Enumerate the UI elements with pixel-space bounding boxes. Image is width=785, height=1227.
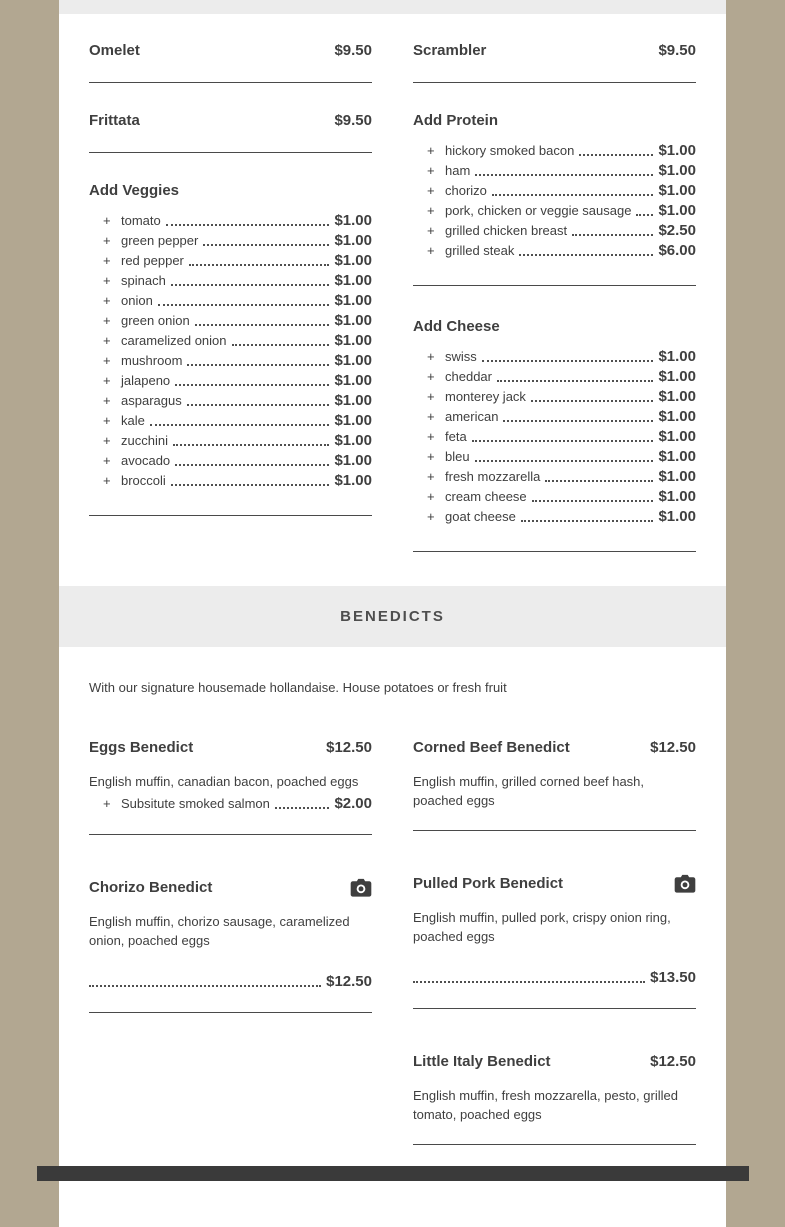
modifier-name: green pepper	[121, 233, 199, 248]
item-name: Frittata	[89, 112, 140, 129]
plus-symbol: +	[427, 489, 435, 504]
footer-bar	[37, 1166, 749, 1181]
modifier-price: $1.00	[658, 182, 696, 199]
dotted-leader	[189, 264, 330, 266]
item-head	[89, 112, 372, 129]
plus-symbol: +	[103, 313, 111, 328]
dotted-leader	[89, 985, 321, 987]
modifier-price: $1.00	[658, 488, 696, 505]
dotted-leader	[232, 344, 330, 346]
section-intro: With our signature housemade hollandaise. House potatoes or fresh fruit	[89, 680, 507, 695]
modifier-price: $1.00	[658, 428, 696, 445]
modifier-name: onion	[121, 293, 153, 308]
modifier-row	[89, 371, 372, 391]
modifier-name: zucchini	[121, 433, 168, 448]
modifier-price: $1.00	[334, 312, 372, 329]
modifier-row	[413, 201, 696, 221]
modifier-price: $1.00	[334, 232, 372, 249]
plus-symbol: +	[427, 223, 435, 238]
top-section-band	[59, 0, 726, 14]
item-price: $9.50	[658, 42, 696, 59]
modifier-row	[89, 391, 372, 411]
plus-symbol: +	[427, 163, 435, 178]
modifier-price: $1.00	[658, 388, 696, 405]
modifier-name: caramelized onion	[121, 333, 227, 348]
dotted-leader	[166, 224, 330, 226]
dotted-leader	[545, 480, 653, 482]
benedicts-section	[59, 647, 726, 1227]
item-head	[413, 42, 696, 59]
item-price: $12.50	[650, 738, 696, 756]
modifier-row	[89, 291, 372, 311]
modifier-name: red pepper	[121, 253, 184, 268]
item-price: $9.50	[334, 112, 372, 129]
item-price: $12.50	[326, 973, 372, 990]
dotted-leader	[532, 500, 654, 502]
price-row	[413, 968, 696, 988]
modifier-group-add-cheese	[413, 318, 696, 552]
item-name: Corned Beef Benedict	[413, 738, 570, 756]
menu-page	[59, 0, 726, 1227]
menu-item-frittata	[89, 112, 372, 153]
modifier-name: chorizo	[445, 183, 487, 198]
modifier-price: $1.00	[334, 292, 372, 309]
plus-symbol: +	[427, 183, 435, 198]
plus-symbol: +	[103, 413, 111, 428]
modifier-price: $2.00	[334, 795, 372, 812]
modifier-row	[89, 431, 372, 451]
item-description: English muffin, fresh mozzarella, pesto, grilled tomato, poached eggs	[413, 1088, 678, 1122]
modifier-group-title: Add Veggies	[89, 182, 180, 199]
left-column	[89, 42, 372, 516]
modifier-row	[89, 411, 372, 431]
item-price: $12.50	[326, 738, 372, 756]
plus-symbol: +	[103, 473, 111, 488]
item-name: Pulled Pork Benedict	[413, 874, 564, 892]
modifier-group-add-protein	[413, 112, 696, 286]
modifier-row	[89, 471, 372, 491]
menu-item-corned-beef-benedict	[413, 737, 696, 831]
modifier-row	[413, 447, 696, 467]
modifier-group-add-veggies	[89, 182, 372, 516]
omelets-section	[59, 14, 726, 586]
modifier-price: $6.00	[658, 242, 696, 259]
plus-symbol: +	[427, 469, 435, 484]
plus-symbol: +	[103, 353, 111, 368]
modifier-row	[413, 367, 696, 387]
modifier-price: $1.00	[334, 212, 372, 229]
plus-symbol: +	[427, 429, 435, 444]
modifier-row	[413, 507, 696, 527]
modifier-name: ham	[445, 163, 471, 178]
dotted-leader	[150, 424, 330, 426]
modifier-price: $1.00	[334, 472, 372, 489]
plus-symbol: +	[103, 233, 111, 248]
item-description: English muffin, canadian bacon, poached eggs	[89, 774, 359, 789]
dotted-leader	[492, 194, 654, 196]
item-name: Scrambler	[413, 42, 487, 59]
dotted-leader	[187, 404, 330, 406]
modifier-name: bleu	[445, 449, 470, 464]
dotted-leader	[173, 444, 329, 446]
modifier-name: Subsitute smoked salmon	[121, 796, 270, 811]
modifier-price: $1.00	[658, 468, 696, 485]
modifier-row	[413, 347, 696, 367]
modifier-name: tomato	[121, 213, 161, 228]
modifier-row	[413, 467, 696, 487]
modifier-row	[89, 211, 372, 231]
modifier-name: swiss	[445, 349, 477, 364]
omelets-columns	[89, 42, 696, 552]
plus-symbol: +	[103, 393, 111, 408]
plus-symbol: +	[427, 449, 435, 464]
dotted-leader	[275, 807, 330, 809]
plus-symbol: +	[103, 333, 111, 348]
item-price: $12.50	[650, 1052, 696, 1070]
plus-symbol: +	[427, 369, 435, 384]
dotted-leader	[475, 460, 654, 462]
benedicts-section-band	[59, 586, 726, 647]
modifier-name: feta	[445, 429, 467, 444]
dotted-leader	[531, 400, 654, 402]
modifier-group-title: Add Cheese	[413, 318, 500, 335]
item-head	[89, 737, 372, 757]
plus-symbol: +	[427, 203, 435, 218]
dotted-leader	[521, 520, 654, 522]
modifier-row	[89, 231, 372, 251]
right-column	[413, 737, 696, 1187]
modifier-name: green onion	[121, 313, 190, 328]
modifier-name: american	[445, 409, 499, 424]
modifier-price: $1.00	[658, 448, 696, 465]
modifier-price: $1.00	[658, 202, 696, 219]
dotted-leader	[171, 484, 330, 486]
plus-symbol: +	[103, 293, 111, 308]
item-head	[89, 42, 372, 59]
modifier-price: $1.00	[658, 368, 696, 385]
modifier-row	[89, 251, 372, 271]
dotted-leader	[195, 324, 330, 326]
dotted-leader	[572, 234, 653, 236]
menu-item-scrambler	[413, 42, 696, 83]
dotted-leader	[497, 380, 653, 382]
modifier-price: $1.00	[658, 508, 696, 525]
menu-item-little-italy-benedict	[413, 1051, 696, 1145]
dotted-leader	[171, 284, 330, 286]
modifier-name: spinach	[121, 273, 166, 288]
modifier-price: $1.00	[334, 412, 372, 429]
modifier-price: $1.00	[334, 392, 372, 409]
modifier-price: $1.00	[334, 372, 372, 389]
plus-symbol: +	[103, 213, 111, 228]
modifier-price: $1.00	[658, 348, 696, 365]
modifier-name: jalapeno	[121, 373, 171, 388]
plus-symbol: +	[103, 373, 111, 388]
modifier-price: $1.00	[658, 142, 696, 159]
dotted-leader	[636, 214, 653, 216]
modifier-row	[89, 311, 372, 331]
right-column	[413, 42, 696, 552]
modifier-row	[413, 387, 696, 407]
modifier-row	[89, 794, 372, 814]
item-description: English muffin, pulled pork, crispy onion ring, poached eggs	[413, 910, 671, 944]
modifier-name: asparagus	[121, 393, 182, 408]
dotted-leader	[175, 464, 329, 466]
modifier-price: $1.00	[658, 162, 696, 179]
item-name: Chorizo Benedict	[89, 878, 213, 896]
modifier-name: cream cheese	[445, 489, 527, 504]
plus-symbol: +	[103, 433, 111, 448]
menu-item-pulled-pork-benedict	[413, 873, 696, 1009]
modifier-group-title: Add Protein	[413, 112, 498, 129]
plus-symbol: +	[103, 453, 111, 468]
dotted-leader	[203, 244, 329, 246]
modifier-row	[89, 451, 372, 471]
modifier-price: $1.00	[334, 252, 372, 269]
plus-symbol: +	[427, 389, 435, 404]
item-head	[413, 873, 696, 893]
modifier-row	[89, 351, 372, 371]
plus-symbol: +	[427, 349, 435, 364]
modifier-row	[413, 241, 696, 261]
modifier-name: mushroom	[121, 353, 183, 368]
modifier-price: $1.00	[334, 432, 372, 449]
dotted-leader	[482, 360, 654, 362]
dotted-leader	[472, 440, 654, 442]
item-head	[89, 877, 372, 897]
dotted-leader	[519, 254, 653, 256]
plus-symbol: +	[103, 796, 111, 811]
modifier-name: broccoli	[121, 473, 166, 488]
camera-icon[interactable]	[350, 878, 372, 897]
modifier-name: fresh mozzarella	[445, 469, 541, 484]
modifier-row	[413, 221, 696, 241]
camera-icon[interactable]	[674, 874, 696, 893]
section-title: BENEDICTS	[340, 608, 445, 625]
item-head	[413, 1051, 696, 1071]
modifier-name: grilled steak	[445, 243, 515, 258]
modifier-row	[89, 331, 372, 351]
modifier-price: $1.00	[334, 452, 372, 469]
item-price: $9.50	[334, 42, 372, 59]
price-row	[89, 972, 372, 992]
modifier-price: $1.00	[334, 332, 372, 349]
menu-item-omelet	[89, 42, 372, 83]
item-price: $13.50	[650, 969, 696, 986]
modifier-name: avocado	[121, 453, 171, 468]
dotted-leader	[475, 174, 653, 176]
item-head	[413, 737, 696, 757]
modifier-row	[413, 141, 696, 161]
item-name: Omelet	[89, 42, 140, 59]
dotted-leader	[175, 384, 329, 386]
plus-symbol: +	[427, 409, 435, 424]
plus-symbol: +	[103, 273, 111, 288]
modifier-name: monterey jack	[445, 389, 526, 404]
plus-symbol: +	[427, 509, 435, 524]
modifier-row	[413, 487, 696, 507]
plus-symbol: +	[103, 253, 111, 268]
modifier-name: goat cheese	[445, 509, 516, 524]
dotted-leader	[187, 364, 329, 366]
modifier-price: $2.50	[658, 222, 696, 239]
modifier-name: kale	[121, 413, 145, 428]
dotted-leader	[158, 304, 330, 306]
plus-symbol: +	[427, 243, 435, 258]
item-name: Little Italy Benedict	[413, 1052, 551, 1070]
plus-symbol: +	[427, 143, 435, 158]
modifier-row	[89, 271, 372, 291]
menu-item-chorizo-benedict	[89, 877, 372, 1013]
dotted-leader	[413, 981, 645, 983]
modifier-row	[413, 161, 696, 181]
modifier-row	[413, 427, 696, 447]
item-name: Eggs Benedict	[89, 738, 194, 756]
modifier-row	[413, 407, 696, 427]
modifier-name: pork, chicken or veggie sausage	[445, 203, 632, 218]
modifier-row	[413, 181, 696, 201]
menu-item-eggs-benedict	[89, 737, 372, 835]
modifier-price: $1.00	[334, 352, 372, 369]
modifier-name: hickory smoked bacon	[445, 143, 575, 158]
item-description: English muffin, chorizo sausage, caramelized onion, poached eggs	[89, 914, 350, 948]
benedicts-columns	[89, 737, 696, 1187]
item-description: English muffin, grilled corned beef hash, poached eggs	[413, 774, 645, 808]
left-column	[89, 737, 372, 1055]
modifier-name: grilled chicken breast	[445, 223, 568, 238]
modifier-price: $1.00	[658, 408, 696, 425]
dotted-leader	[503, 420, 653, 422]
modifier-name: cheddar	[445, 369, 492, 384]
dotted-leader	[579, 154, 653, 156]
modifier-price: $1.00	[334, 272, 372, 289]
